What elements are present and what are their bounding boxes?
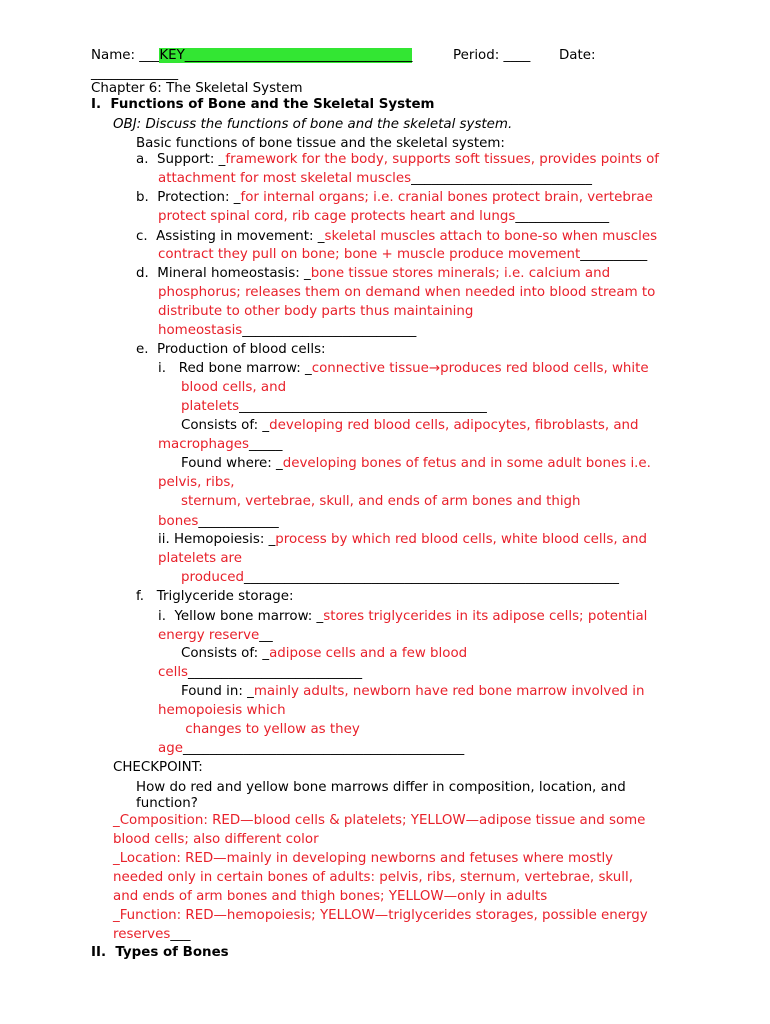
- chapter-title: Chapter 6: The Skeletal System: [91, 81, 303, 96]
- composition-line1: [113, 812, 645, 829]
- composition-prefix: _: [113, 813, 120, 828]
- yellow-consists-line1: [181, 645, 467, 662]
- hemopoiesis-line3: [181, 569, 619, 586]
- period-label: Period: ____: [453, 48, 531, 63]
- yellow-found-line1: [181, 683, 645, 700]
- red-consists-answer-end: macrophages: [158, 437, 249, 452]
- red-marrow-answer-line2: blood cells, and: [181, 380, 287, 395]
- composition-answer: Composition: RED—blood cells & platelets; YELLOW—adipose tissue and some: [119, 813, 646, 828]
- yellow-consists-blank: __________________________: [188, 665, 363, 680]
- yellow-marrow-label: i. Yellow bone marrow: _: [158, 609, 324, 624]
- red-found-answer-end: bones: [158, 514, 199, 529]
- item-b-blank: ______________: [515, 209, 610, 224]
- yellow-marrow-answer: stores triglycerides in its adipose cells; potential: [323, 609, 648, 624]
- item-b-line2: [158, 208, 609, 225]
- red-consists-line2: [158, 436, 282, 453]
- arrow-right-icon: →: [428, 361, 441, 376]
- name-line: [91, 47, 412, 64]
- item-c-blank: __________: [580, 247, 648, 262]
- item-a-answer-cont: attachment for most skeletal muscles: [158, 171, 412, 186]
- location-answer-line3: and ends of arm bones and thigh bones; YELLOW—only in adults: [113, 889, 548, 904]
- function-answer: Function: RED—hemopoiesis; YELLOW—triglycerides storages, possible energy: [119, 908, 648, 923]
- item-a-answer: framework for the body, supports soft tissues, provides points of: [225, 152, 660, 167]
- location-prefix: _: [113, 851, 120, 866]
- location-answer: Location: RED—mainly in developing newborns and fetuses where mostly: [119, 851, 614, 866]
- yellow-found-label: Found in: _: [181, 684, 254, 699]
- item-d-line1: [136, 265, 610, 282]
- yellow-consists-line2: [158, 664, 362, 681]
- item-c-answer-cont: contract they pull on bone; bone + muscle produce movement: [158, 247, 581, 262]
- checkpoint-label: CHECKPOINT:: [113, 760, 203, 775]
- yellow-marrow-answer-end: energy reserve: [158, 628, 260, 643]
- item-b-line1: [136, 189, 653, 206]
- item-d-blank: __________________________: [242, 323, 417, 338]
- yellow-found-answer-end: age: [158, 741, 183, 756]
- red-marrow-answer-cont: produces red blood cells, white: [440, 361, 649, 376]
- item-a-line2: [158, 170, 592, 187]
- red-found-line1: [181, 455, 651, 472]
- section-2-heading: II. Types of Bones: [91, 945, 229, 960]
- item-c-label: c. Assisting in movement: _: [136, 229, 325, 244]
- objective-text: OBJ: Discuss the functions of bone and the skeletal system.: [113, 117, 513, 132]
- hemopoiesis-label: ii. Hemopoiesis: _: [158, 532, 276, 547]
- item-d-answer-line3: distribute to other body parts thus maintaining: [158, 304, 474, 319]
- item-d-line4: [158, 322, 416, 339]
- item-c-line2: [158, 246, 647, 263]
- hemopoiesis-answer-end: produced: [181, 570, 244, 585]
- red-marrow-answer: connective tissue: [311, 361, 429, 376]
- red-consists-answer: developing red blood cells, adipocytes, fibroblasts, and: [269, 418, 639, 433]
- function-answer-end: reserves: [113, 927, 171, 942]
- red-found-answer-line2: pelvis, ribs,: [158, 475, 235, 490]
- item-b-label: b. Protection: _: [136, 190, 241, 205]
- yellow-found-answer-line3: changes to yellow as they: [181, 722, 360, 737]
- item-a-line1: [136, 151, 659, 168]
- yellow-found-answer-line2: hemopoiesis which: [158, 703, 286, 718]
- name-label: Name: ___: [91, 48, 160, 63]
- red-found-line4: [158, 513, 279, 530]
- section-1-heading: I. Functions of Bone and the Skeletal System: [91, 97, 435, 112]
- red-found-answer: developing bones of fetus and in some adult bones i.e.: [282, 456, 651, 471]
- hemopoiesis-answer: process by which red blood cells, white blood cells, and: [275, 532, 648, 547]
- red-consists-line1: [181, 417, 639, 434]
- hemopoiesis-blank: ________________________________________________________: [244, 570, 619, 585]
- name-key-highlight: KEY__________________________________: [159, 48, 413, 63]
- function-prefix: _: [113, 908, 120, 923]
- red-found-answer-line3: sternum, vertebrae, skull, and ends of arm bones and thigh: [181, 494, 581, 509]
- red-marrow-line1: [158, 360, 649, 377]
- item-d-answer-end: homeostasis: [158, 323, 243, 338]
- item-b-answer-cont: protect spinal cord, rib cage protects heart and lungs: [158, 209, 516, 224]
- item-b-answer: for internal organs; i.e. cranial bones protect brain, vertebrae: [240, 190, 653, 205]
- item-a-blank: ___________________________: [411, 171, 592, 186]
- item-f-label: f. Triglyceride storage:: [136, 589, 294, 604]
- red-marrow-answer-end: platelets: [181, 399, 240, 414]
- red-found-label: Found where: _: [181, 456, 283, 471]
- red-consists-blank: _____: [248, 437, 283, 452]
- item-c-line1: [136, 228, 657, 245]
- item-d-answer: bone tissue stores minerals; i.e. calcium and: [310, 266, 611, 281]
- basic-functions-intro: Basic functions of bone tissue and the skeletal system:: [136, 136, 505, 151]
- item-e-label: e. Production of blood cells:: [136, 342, 326, 357]
- red-marrow-blank: _____________________________________: [239, 399, 487, 414]
- item-d-answer-line2: phosphorus; releases them on demand when needed into blood stream to: [158, 285, 656, 300]
- function-blank: ___: [170, 927, 191, 942]
- item-c-answer: skeletal muscles attach to bone-so when muscles: [324, 229, 658, 244]
- composition-answer-line2: blood cells; also different color: [113, 832, 319, 847]
- yellow-consists-answer: adipose cells and a few blood: [269, 646, 468, 661]
- yellow-consists-answer-end: cells: [158, 665, 189, 680]
- function-line2: [113, 926, 190, 943]
- yellow-consists-label: Consists of: _: [181, 646, 270, 661]
- red-marrow-label: i. Red bone marrow: _: [158, 361, 312, 376]
- yellow-found-line4: [158, 740, 464, 757]
- yellow-marrow-blank: __: [259, 628, 273, 643]
- yellow-found-blank: __________________________________________: [182, 741, 465, 756]
- date-label: Date:: [559, 48, 596, 63]
- red-found-blank: ____________: [198, 514, 279, 529]
- date-blank: _____________: [91, 66, 179, 81]
- function-line1: [113, 907, 648, 924]
- yellow-marrow-line2: [158, 627, 273, 644]
- hemopoiesis-line1: [158, 531, 647, 548]
- location-line1: [113, 850, 613, 867]
- location-answer-line2: needed only in certain bones of adults: pelvis, ribs, sternum, vertebrae, skull,: [113, 870, 633, 885]
- item-a-label: a. Support: _: [136, 152, 226, 167]
- item-d-label: d. Mineral homeostasis: _: [136, 266, 311, 281]
- red-consists-label: Consists of: _: [181, 418, 270, 433]
- red-marrow-line3: [181, 398, 487, 415]
- yellow-found-answer: mainly adults, newborn have red bone marrow involved in: [253, 684, 645, 699]
- checkpoint-question-line1: How do red and yellow bone marrows differ in composition, location, and: [136, 780, 626, 795]
- checkpoint-question-line2: function?: [136, 796, 198, 811]
- hemopoiesis-answer-line2: platelets are: [158, 551, 243, 566]
- yellow-marrow-line1: [158, 608, 647, 625]
